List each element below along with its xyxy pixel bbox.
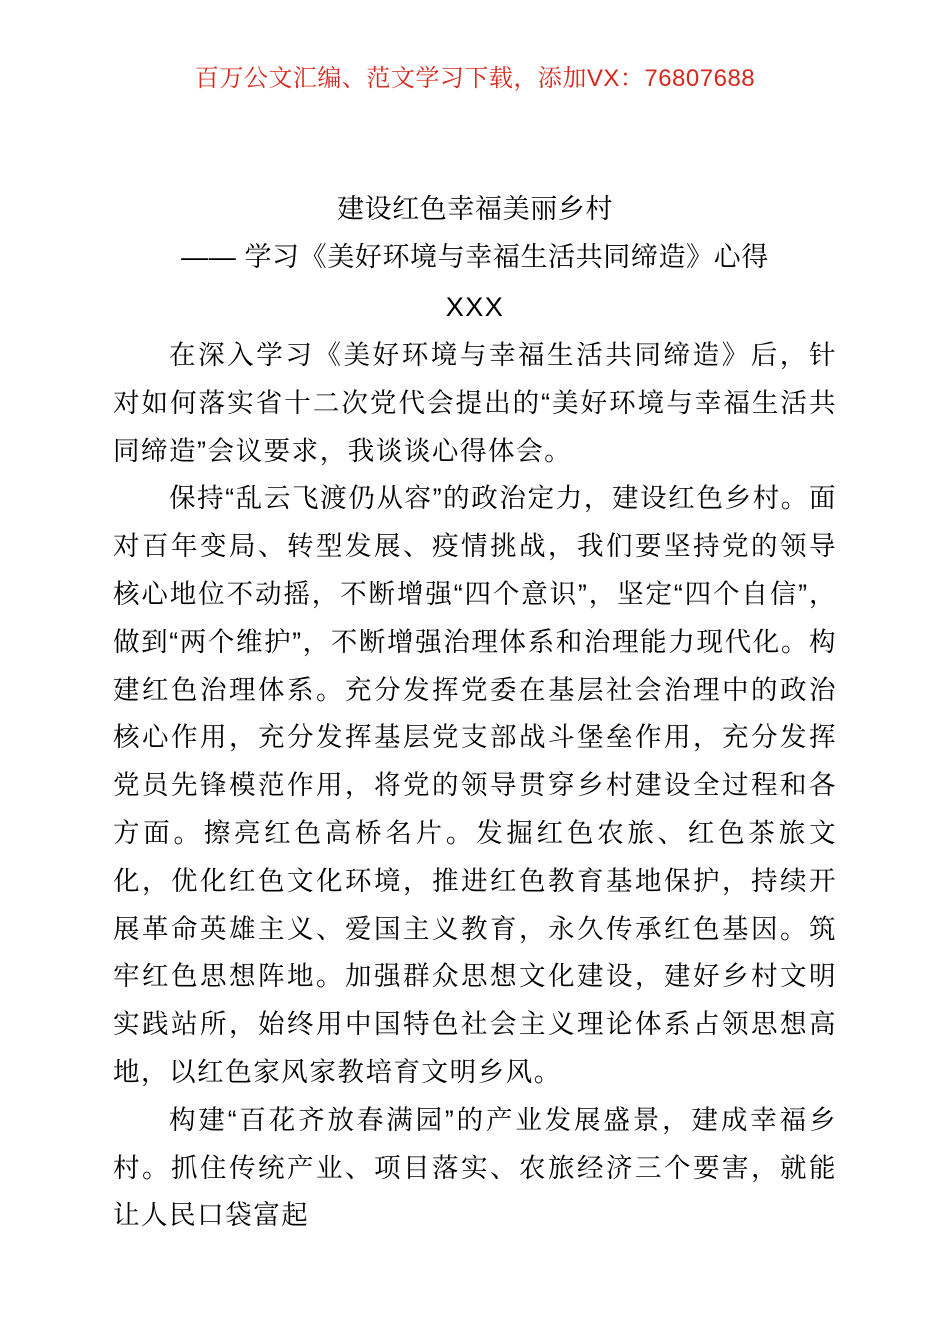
author-byline: XXX xyxy=(445,292,505,322)
body-paragraph: 在深入学习《美好环境与幸福生活共同缔造》后，针对如何落实省十二次党代会提出的“美好环境与幸福生活共同缔造”会议要求，我谈谈心得体会。 xyxy=(113,340,837,466)
body-paragraph: 构建“百花齐放春满园”的产业发展盛景，建成幸福乡村。抓住传统产业、项目落实、农旅经济三个要害，就能让人民口袋富起 xyxy=(113,1104,837,1231)
page-title: 建设红色幸福美丽乡村 xyxy=(337,194,613,224)
promo-header-text: 百万公文汇编、范文学习下载，添加VX：76807688 xyxy=(194,65,756,92)
document-body xyxy=(113,332,837,1240)
page-subtitle: —— 学习《美好环境与幸福生活共同缔造》心得 xyxy=(181,242,769,272)
body-paragraph: 保持“乱云飞渡仍从容”的政治定力，建设红色乡村。面对百年变局、转型发展、疫情挑战，我们要坚持党的领导核心地位不动摇，不断增强“四个意识”，坚定“四个自信”，做到“两个维护”，不断增强治理体系和治理能力现代化。构建红色治理体系。充分发挥党委在基层社会治理中的政治核心作用，充分发挥基层党支部战斗堡垒作用，充分发挥党员先锋模范作用，将党的领导贯穿乡村建设全过程和各方面。擦亮红色高桥名片。发掘红色农旅、红色茶旅文化，优化红色文化环境，推进红色教育基地保护，持续开展革命英雄主义、爱国主义教育，永久传承红色基因。筑牢红色思想阵地。加强群众思想文化建设，建好乡村文明实践站所，始终用中国特色社会主义理论体系占领思想高地，以红色家风家教培育文明乡风。 xyxy=(113,483,837,1087)
